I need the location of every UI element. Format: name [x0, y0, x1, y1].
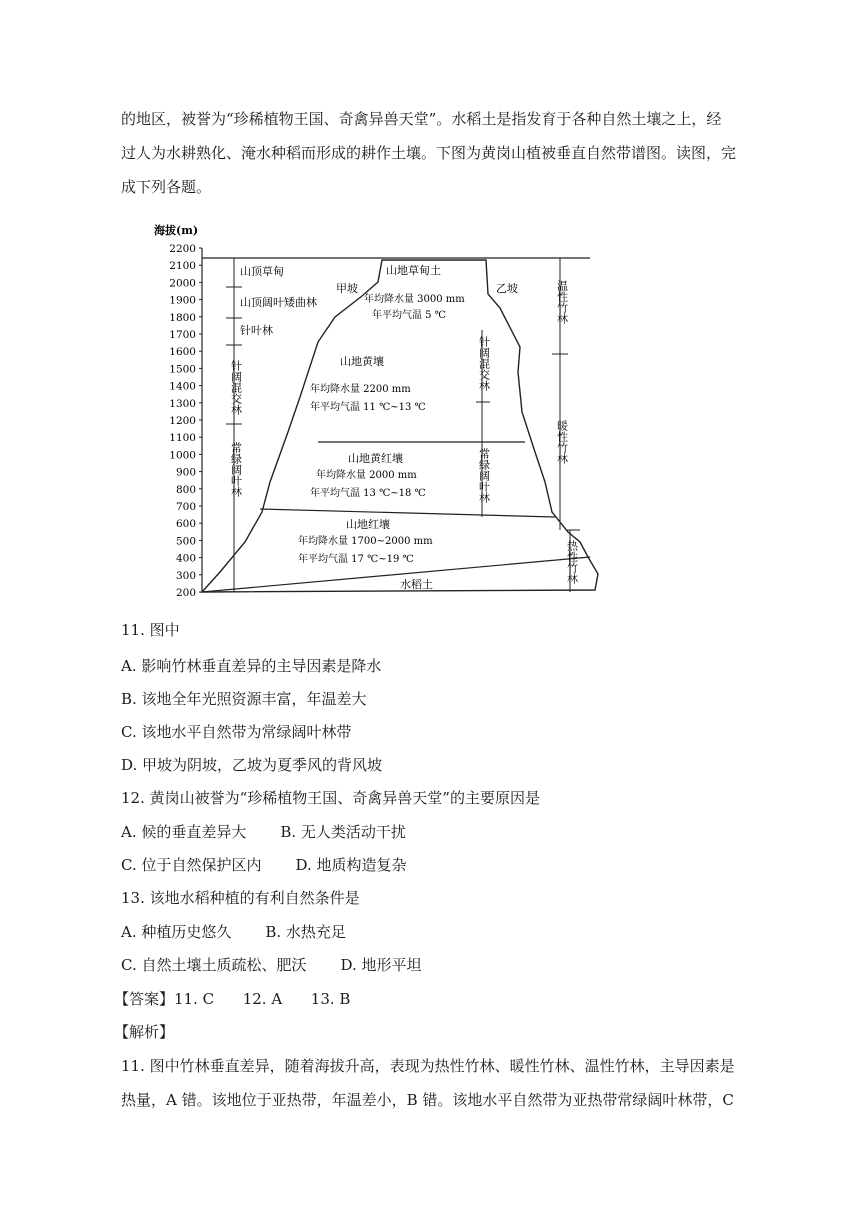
y-axis-ticks — [169, 243, 202, 597]
q12-option-a: A. 候的垂直差异大 — [121, 823, 247, 841]
y-tick-label: 2200 — [169, 243, 196, 255]
belt-mixed: 针阔混交林 — [229, 360, 243, 415]
intro-line-3: 成下列各题。 — [121, 178, 212, 196]
soil-4-precip: 年均降水量 1700~2000 mm — [298, 536, 433, 547]
vertical-zone-diagram — [150, 212, 635, 597]
belt-temperate-bamboo: 温性竹林 — [555, 280, 569, 324]
q12-options-ab — [121, 821, 406, 842]
y-tick-label: 1500 — [169, 363, 196, 376]
y-tick-label: 1600 — [169, 346, 196, 359]
vegetation-zone-figure — [150, 212, 635, 597]
q11-option-d: D. 甲坡为阴坡，乙坡为夏季风的背风坡 — [121, 756, 383, 774]
q13-options-cd — [121, 954, 422, 975]
soil-3-precip: 年均降水量 2000 mm — [316, 470, 417, 481]
q12-option-d: D. 地质构造复杂 — [295, 856, 407, 874]
y-tick-label: 1800 — [169, 311, 196, 324]
belt-evergreen: 常绿阔叶林 — [229, 442, 243, 497]
q12-options-cd — [121, 854, 407, 875]
q12-stem: 12. 黄岗山被誉为“珍稀植物王国、奇禽异兽天堂”的主要原因是 — [121, 789, 540, 807]
q13-option-d: D. 地形平坦 — [340, 956, 422, 974]
inner-belt-evergreen: 常绿阔叶林 — [477, 448, 491, 503]
belt-hot-bamboo: 热性竹林 — [565, 540, 579, 584]
y-tick-label: 1700 — [169, 329, 196, 341]
soil-2-name: 山地黄壤 — [340, 355, 384, 368]
soil-3-temp: 年平均气温 13 ℃~18 ℃ — [310, 488, 426, 499]
y-tick-label: 200 — [175, 587, 196, 597]
q11-option-a: A. 影响竹林垂直差异的主导因素是降水 — [121, 657, 382, 675]
paddy-soil-label: 水稻土 — [400, 578, 433, 591]
y-tick-label: 2000 — [169, 277, 196, 290]
answer-values: 11. C 12. A 13. B — [174, 990, 351, 1008]
belt-dwarf-forest: 山顶阔叶矮曲林 — [240, 296, 317, 309]
y-axis-label: 海拔(m) — [154, 224, 199, 237]
soil-2-precip: 年均降水量 2200 mm — [310, 384, 411, 395]
q13-options-ab — [121, 921, 346, 942]
belt-meadow: 山顶草甸 — [240, 265, 284, 278]
slope-b-label: 乙坡 — [496, 282, 518, 295]
y-tick-label: 900 — [175, 466, 196, 479]
q11-option-b: B. 该地全年光照资源丰富，年温差大 — [121, 690, 367, 708]
q12-option-c: C. 位于自然保护区内 — [121, 856, 262, 874]
y-tick-label: 1400 — [169, 380, 196, 393]
q12-option-b: B. 无人类活动干扰 — [280, 823, 406, 841]
belt-conifer: 针叶林 — [240, 324, 273, 337]
soil-1-temp: 年平均气温 5 ℃ — [372, 310, 446, 321]
y-tick-label: 700 — [175, 501, 196, 513]
y-tick-label: 1100 — [169, 432, 196, 445]
q13-option-b: B. 水热充足 — [265, 923, 346, 941]
analysis-line-1: 11. 图中竹林垂直差异，随着海拔升高，表现为热性竹林、暖性竹林、温性竹林，主导因素是 — [121, 1057, 735, 1075]
q11-option-c: C. 该地水平自然带为常绿阔叶林带 — [121, 723, 352, 741]
y-tick-label: 1900 — [169, 294, 196, 307]
q11-stem: 11. 图中 — [121, 621, 180, 639]
y-tick-label: 800 — [175, 483, 196, 496]
answer-line — [114, 988, 350, 1009]
q13-option-c: C. 自然土壤土质疏松、肥沃 — [121, 956, 307, 974]
analysis-label: 【解析】 — [114, 1023, 175, 1041]
inner-belt-mixed: 针阔混交林 — [477, 336, 491, 391]
intro-line-1: 的地区，被誉为“珍稀植物王国、奇禽异兽天堂”。水稻土是指发育于各种自然土壤之上，经 — [121, 110, 722, 128]
y-tick-label: 2100 — [169, 260, 196, 273]
y-tick-label: 500 — [175, 535, 196, 548]
soil-boundary-2 — [260, 509, 555, 517]
y-tick-label: 1000 — [169, 449, 196, 462]
analysis-line-2: 热量，A 错。该地位于亚热带，年温差小，B 错。该地水平自然带为亚热带常绿阔叶林带，C — [121, 1091, 734, 1109]
q13-stem: 13. 该地水稻种植的有利自然条件是 — [121, 889, 360, 907]
soil-3-name: 山地黄红壤 — [348, 452, 403, 465]
y-tick-label: 600 — [175, 518, 196, 531]
soil-2-temp: 年平均气温 11 ℃~13 ℃ — [310, 402, 426, 413]
soil-1-precip: 年均降水量 3000 mm — [364, 294, 465, 305]
soil-1-name: 山地草甸土 — [386, 264, 441, 277]
q13-option-a: A. 种植历史悠久 — [121, 923, 232, 941]
y-tick-label: 1300 — [169, 397, 196, 410]
belt-warm-bamboo: 暖性竹林 — [555, 420, 569, 464]
slope-a-label: 甲坡 — [336, 282, 358, 295]
soil-4-name: 山地红壤 — [346, 518, 390, 531]
intro-line-2: 过人为水耕熟化、淹水种稻而形成的耕作土壤。下图为黄岗山植被垂直自然带谱图。读图，完 — [121, 144, 737, 162]
y-tick-label: 300 — [175, 569, 196, 582]
y-tick-label: 400 — [175, 552, 196, 565]
answer-label: 【答案】 — [114, 990, 175, 1008]
y-tick-label: 1200 — [169, 415, 196, 427]
soil-4-temp: 年平均气温 17 ℃~19 ℃ — [298, 554, 414, 565]
